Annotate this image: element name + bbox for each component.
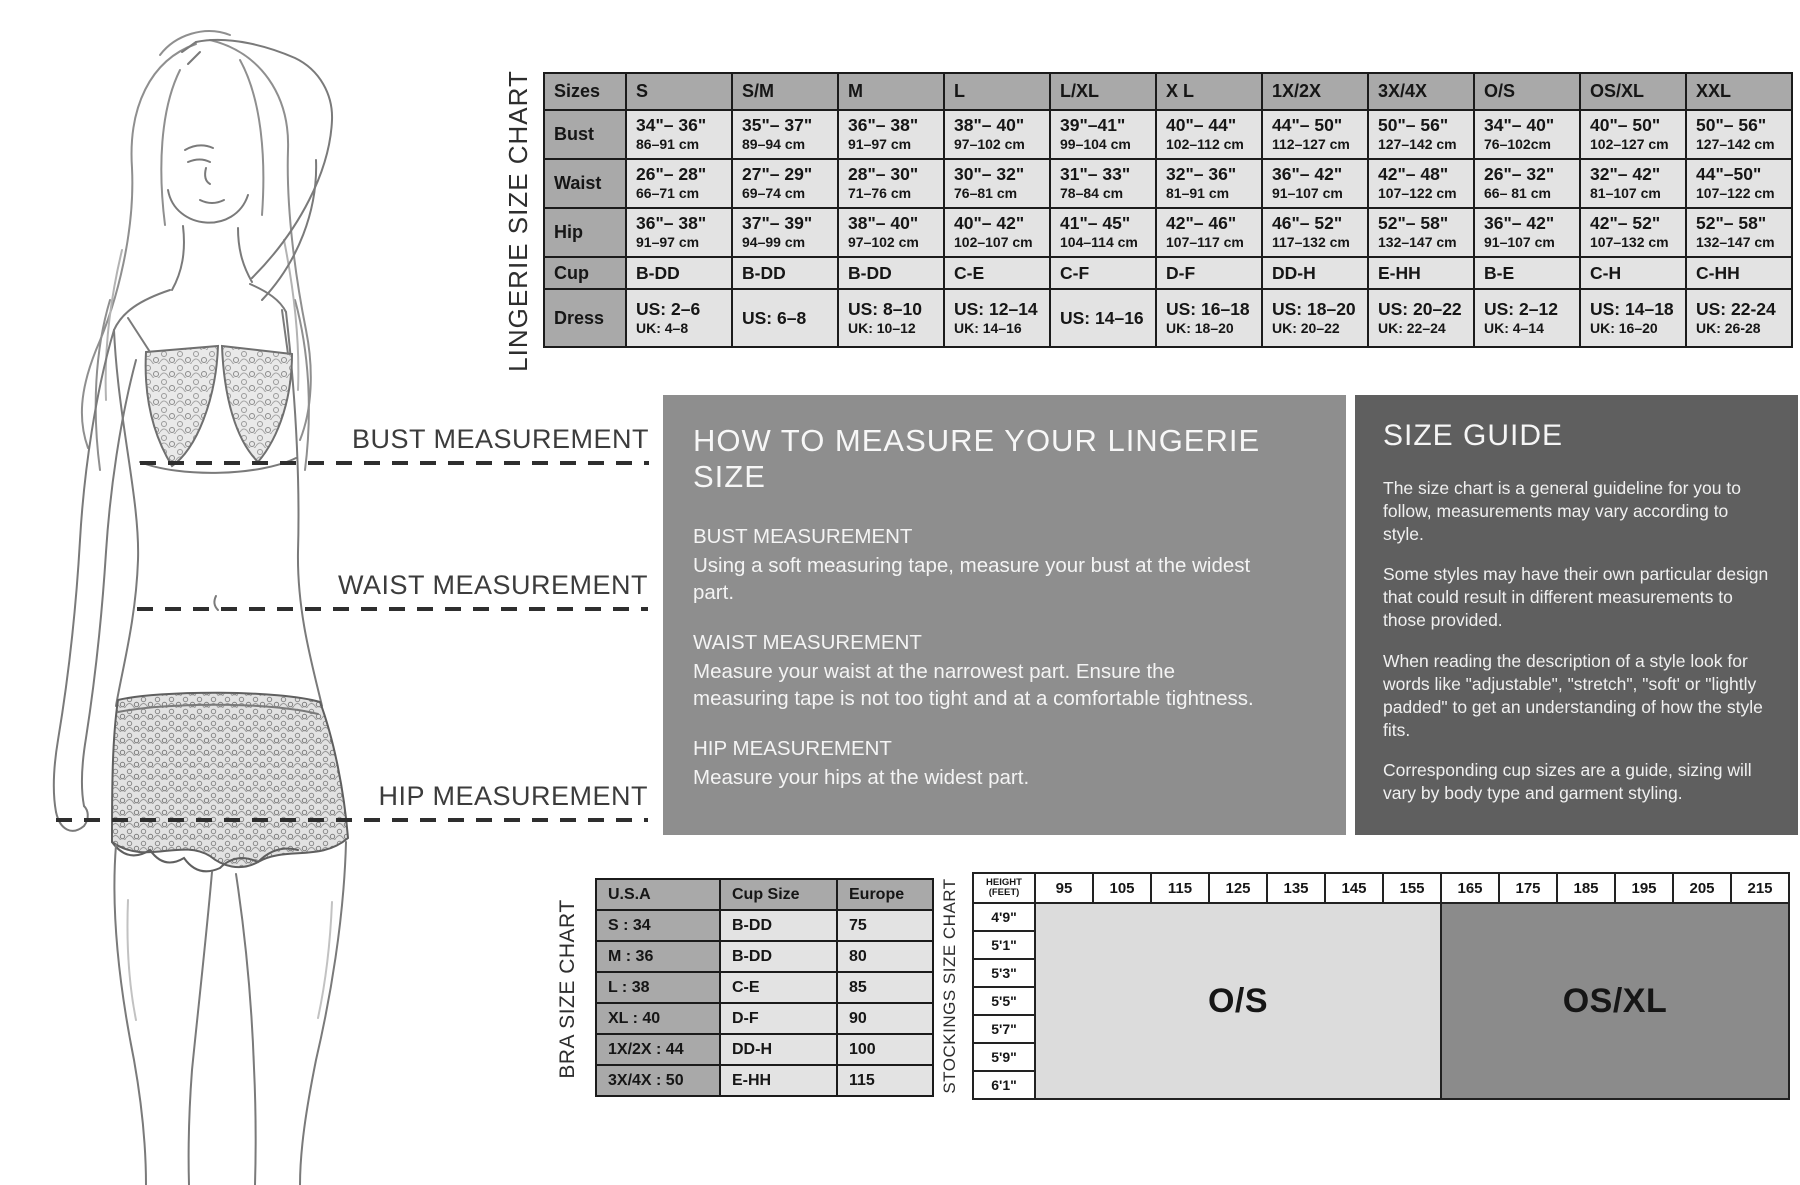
- stockings-size-table: [972, 872, 1790, 1100]
- size-cell: US: 2–12 UK: 4–14: [1474, 289, 1580, 347]
- size-cell: 40"– 44" 102–112 cm: [1156, 110, 1262, 159]
- weight-header-3: 125: [1209, 873, 1267, 903]
- bust-measure-body: Using a soft measuring tape, measure your bust at the widest part.: [693, 554, 1251, 605]
- size-cell: 36"– 38" 91–97 cm: [838, 110, 944, 159]
- hip-measure-body: Measure your hips at the widest part.: [693, 766, 1030, 790]
- weight-header-1: 105: [1093, 873, 1151, 903]
- size-cell: 46"– 52" 117–132 cm: [1262, 208, 1368, 257]
- size-cell: DD-H: [1262, 257, 1368, 289]
- size-cell: US: 18–20 UK: 20–22: [1262, 289, 1368, 347]
- size-cell: US: 12–14 UK: 14–16: [944, 289, 1050, 347]
- size-cell: 30"– 32" 76–81 cm: [944, 159, 1050, 208]
- size-cell: C-F: [1050, 257, 1156, 289]
- size-cell: US: 14–16: [1050, 289, 1156, 347]
- bra-cup-cell: D-F: [720, 1003, 837, 1034]
- row-label: Dress: [544, 289, 626, 347]
- size-guide-panel: [1355, 395, 1798, 835]
- sizes-corner-cell: Sizes: [544, 73, 626, 110]
- size-guide-paragraph: Corresponding cup sizes are a guide, sizing will vary by body type and garment styling.: [1383, 759, 1752, 804]
- stockings-chart-vertical-label: STOCKINGS SIZE CHART: [940, 878, 959, 1094]
- size-cell: B-DD: [838, 257, 944, 289]
- size-cell: 52"– 58" 132–147 cm: [1368, 208, 1474, 257]
- bra-row: [596, 1034, 933, 1065]
- bra-usa-cell: 3X/4X : 50: [596, 1065, 720, 1096]
- bra-cup-cell: C-E: [720, 972, 837, 1003]
- lingerie-header-row: [544, 73, 1792, 110]
- bust-row: [544, 110, 1792, 159]
- size-cell: US: 8–10 UK: 10–12: [838, 289, 944, 347]
- size-guide-paragraph: The size chart is a general guideline for you to follow, measurements may vary according to style.: [1383, 478, 1741, 545]
- row-label: Bust: [544, 110, 626, 159]
- waist-measurement-label: WAIST MEASUREMENT: [337, 570, 648, 600]
- size-header-4: L/XL: [1050, 73, 1156, 110]
- size-cell: 26"– 28" 66–71 cm: [626, 159, 732, 208]
- height-label-cell: 5'1": [973, 931, 1035, 959]
- size-cell: 50"– 56" 127–142 cm: [1368, 110, 1474, 159]
- bra-europe-cell: 115: [837, 1065, 933, 1096]
- bra-row: [596, 972, 933, 1003]
- height-label-cell: 5'5": [973, 987, 1035, 1015]
- size-cell: B-DD: [626, 257, 732, 289]
- waist-measure-heading: WAIST MEASUREMENT: [693, 631, 922, 655]
- size-cell: 44"–50" 107–122 cm: [1686, 159, 1792, 208]
- row-label: Hip: [544, 208, 626, 257]
- how-to-measure-panel: [663, 395, 1346, 835]
- bra-usa-cell: S : 34: [596, 910, 720, 941]
- bra-usa-cell: 1X/2X : 44: [596, 1034, 720, 1065]
- size-header-3: L: [944, 73, 1050, 110]
- size-cell: 42"– 46" 107–117 cm: [1156, 208, 1262, 257]
- size-cell: 42"– 52" 107–132 cm: [1580, 208, 1686, 257]
- weight-header-10: 195: [1615, 873, 1673, 903]
- size-guide-paragraph: Some styles may have their own particular design that could result in different measurements to those provided.: [1383, 564, 1769, 631]
- size-cell: 41"– 45" 104–114 cm: [1050, 208, 1156, 257]
- size-cell: 26"– 32" 66– 81 cm: [1474, 159, 1580, 208]
- cup-row: [544, 257, 1792, 289]
- size-cell: 52"– 58" 132–147 cm: [1686, 208, 1792, 257]
- size-header-6: 1X/2X: [1262, 73, 1368, 110]
- bra-europe-cell: 100: [837, 1034, 933, 1065]
- weight-header-2: 115: [1151, 873, 1209, 903]
- size-header-2: M: [838, 73, 944, 110]
- size-header-8: O/S: [1474, 73, 1580, 110]
- size-cell: 39"–41" 99–104 cm: [1050, 110, 1156, 159]
- height-label-cell: 6'1": [973, 1071, 1035, 1099]
- bust-dashed-line: [140, 461, 649, 465]
- stockings-height-row: [973, 903, 1789, 931]
- hip-measure-section: [693, 737, 1316, 791]
- bra-usa-cell: XL : 40: [596, 1003, 720, 1034]
- height-label-cell: 5'9": [973, 1043, 1035, 1071]
- row-label: Cup: [544, 257, 626, 289]
- size-cell: 40"– 50" 102–127 cm: [1580, 110, 1686, 159]
- waist-row: [544, 159, 1792, 208]
- weight-header-5: 145: [1325, 873, 1383, 903]
- size-cell: C-HH: [1686, 257, 1792, 289]
- how-to-measure-title: HOW TO MEASURE YOUR LINGERIE SIZE: [693, 423, 1261, 494]
- size-header-10: XXL: [1686, 73, 1792, 110]
- size-cell: 32"– 36" 81–91 cm: [1156, 159, 1262, 208]
- bust-measure-section: [693, 525, 1316, 606]
- size-cell: 36"– 42" 91–107 cm: [1262, 159, 1368, 208]
- bra-europe-cell: 80: [837, 941, 933, 972]
- bra-chart-vertical-label: BRA SIZE CHART: [556, 899, 579, 1079]
- size-cell: 44"– 50" 112–127 cm: [1262, 110, 1368, 159]
- size-cell: 35"– 37" 89–94 cm: [732, 110, 838, 159]
- size-cell: 38"– 40" 97–102 cm: [944, 110, 1050, 159]
- weight-header-12: 215: [1731, 873, 1789, 903]
- bra-row: [596, 941, 933, 972]
- bra-row: [596, 910, 933, 941]
- size-cell: 36"– 42" 91–107 cm: [1474, 208, 1580, 257]
- height-label-cell: 5'3": [973, 959, 1035, 987]
- bra-size-table: [595, 878, 934, 1097]
- hip-dashed-line: [56, 818, 648, 822]
- size-cell: 27"– 29" 69–74 cm: [732, 159, 838, 208]
- size-header-9: OS/XL: [1580, 73, 1686, 110]
- waist-dashed-line: [137, 607, 648, 611]
- height-label-cell: 4'9": [973, 903, 1035, 931]
- bra-usa-cell: L : 38: [596, 972, 720, 1003]
- size-zone-0: O/S: [1035, 903, 1441, 1099]
- size-cell: 42"– 48" 107–122 cm: [1368, 159, 1474, 208]
- size-header-0: S: [626, 73, 732, 110]
- hip-measurement-label: HIP MEASUREMENT: [378, 781, 648, 811]
- size-cell: 37"– 39" 94–99 cm: [732, 208, 838, 257]
- size-guide-title: SIZE GUIDE: [1383, 419, 1564, 452]
- size-cell: US: 20–22 UK: 22–24: [1368, 289, 1474, 347]
- bra-header-row: [596, 879, 933, 910]
- bust-measure-heading: BUST MEASUREMENT: [693, 525, 913, 548]
- size-cell: US: 22-24 UK: 26-28: [1686, 289, 1792, 347]
- bra-cup-cell: DD-H: [720, 1034, 837, 1065]
- bra-europe-cell: 90: [837, 1003, 933, 1034]
- lingerie-size-table: [543, 72, 1793, 348]
- size-cell: C-H: [1580, 257, 1686, 289]
- bra-row: [596, 1065, 933, 1096]
- size-cell: US: 14–18 UK: 16–20: [1580, 289, 1686, 347]
- bust-measurement-label: BUST MEASUREMENT: [351, 424, 649, 454]
- size-header-7: 3X/4X: [1368, 73, 1474, 110]
- waist-measure-section: [693, 631, 1316, 712]
- hip-row: [544, 208, 1792, 257]
- size-cell: 34"– 40" 76–102cm: [1474, 110, 1580, 159]
- bra-cup-cell: B-DD: [720, 910, 837, 941]
- bra-cup-cell: E-HH: [720, 1065, 837, 1096]
- size-guide-paragraph: When reading the description of a style look for words like "adjustable", "stretch", "soft' or "lightly padded" to get an understanding of how the style fits.: [1383, 650, 1763, 740]
- weight-header-6: 155: [1383, 873, 1441, 903]
- stockings-header-row: [973, 873, 1789, 903]
- size-header-1: S/M: [732, 73, 838, 110]
- size-cell: D-F: [1156, 257, 1262, 289]
- bra-row: [596, 1003, 933, 1034]
- dress-row: [544, 289, 1792, 347]
- size-cell: US: 16–18 UK: 18–20: [1156, 289, 1262, 347]
- size-cell: 32"– 42" 81–107 cm: [1580, 159, 1686, 208]
- size-cell: 38"– 40" 97–102 cm: [838, 208, 944, 257]
- size-cell: E-HH: [1368, 257, 1474, 289]
- height-label-cell: 5'7": [973, 1015, 1035, 1043]
- size-cell: 34"– 36" 86–91 cm: [626, 110, 732, 159]
- size-cell: C-E: [944, 257, 1050, 289]
- size-zone-1: OS/XL: [1441, 903, 1789, 1099]
- bra-header-2: Europe: [837, 879, 933, 910]
- height-feet-corner-cell: HEIGHT (FEET): [973, 873, 1035, 903]
- size-cell: 28"– 30" 71–76 cm: [838, 159, 944, 208]
- row-label: Waist: [544, 159, 626, 208]
- size-cell: 36"– 38" 91–97 cm: [626, 208, 732, 257]
- weight-header-4: 135: [1267, 873, 1325, 903]
- weight-header-11: 205: [1673, 873, 1731, 903]
- weight-header-7: 165: [1441, 873, 1499, 903]
- lingerie-chart-vertical-label: LINGERIE SIZE CHART: [503, 70, 533, 372]
- size-header-5: X L: [1156, 73, 1262, 110]
- size-cell: 31"– 33" 78–84 cm: [1050, 159, 1156, 208]
- bra-europe-cell: 85: [837, 972, 933, 1003]
- weight-header-9: 185: [1557, 873, 1615, 903]
- size-cell: US: 2–6 UK: 4–8: [626, 289, 732, 347]
- weight-header-0: 95: [1035, 873, 1093, 903]
- size-cell: B-DD: [732, 257, 838, 289]
- size-cell: 50"– 56" 127–142 cm: [1686, 110, 1792, 159]
- waist-measure-body: Measure your waist at the narrowest part. Ensure the measuring tape is not too tight and at a comfortable tightness.: [693, 660, 1254, 711]
- size-cell: US: 6–8: [732, 289, 838, 347]
- bra-header-0: U.S.A: [596, 879, 720, 910]
- bra-cup-cell: B-DD: [720, 941, 837, 972]
- bra-header-1: Cup Size: [720, 879, 837, 910]
- size-cell: 40"– 42" 102–107 cm: [944, 208, 1050, 257]
- hip-measure-heading: HIP MEASUREMENT: [693, 737, 892, 761]
- bra-europe-cell: 75: [837, 910, 933, 941]
- weight-header-8: 175: [1499, 873, 1557, 903]
- size-cell: B-E: [1474, 257, 1580, 289]
- bra-usa-cell: M : 36: [596, 941, 720, 972]
